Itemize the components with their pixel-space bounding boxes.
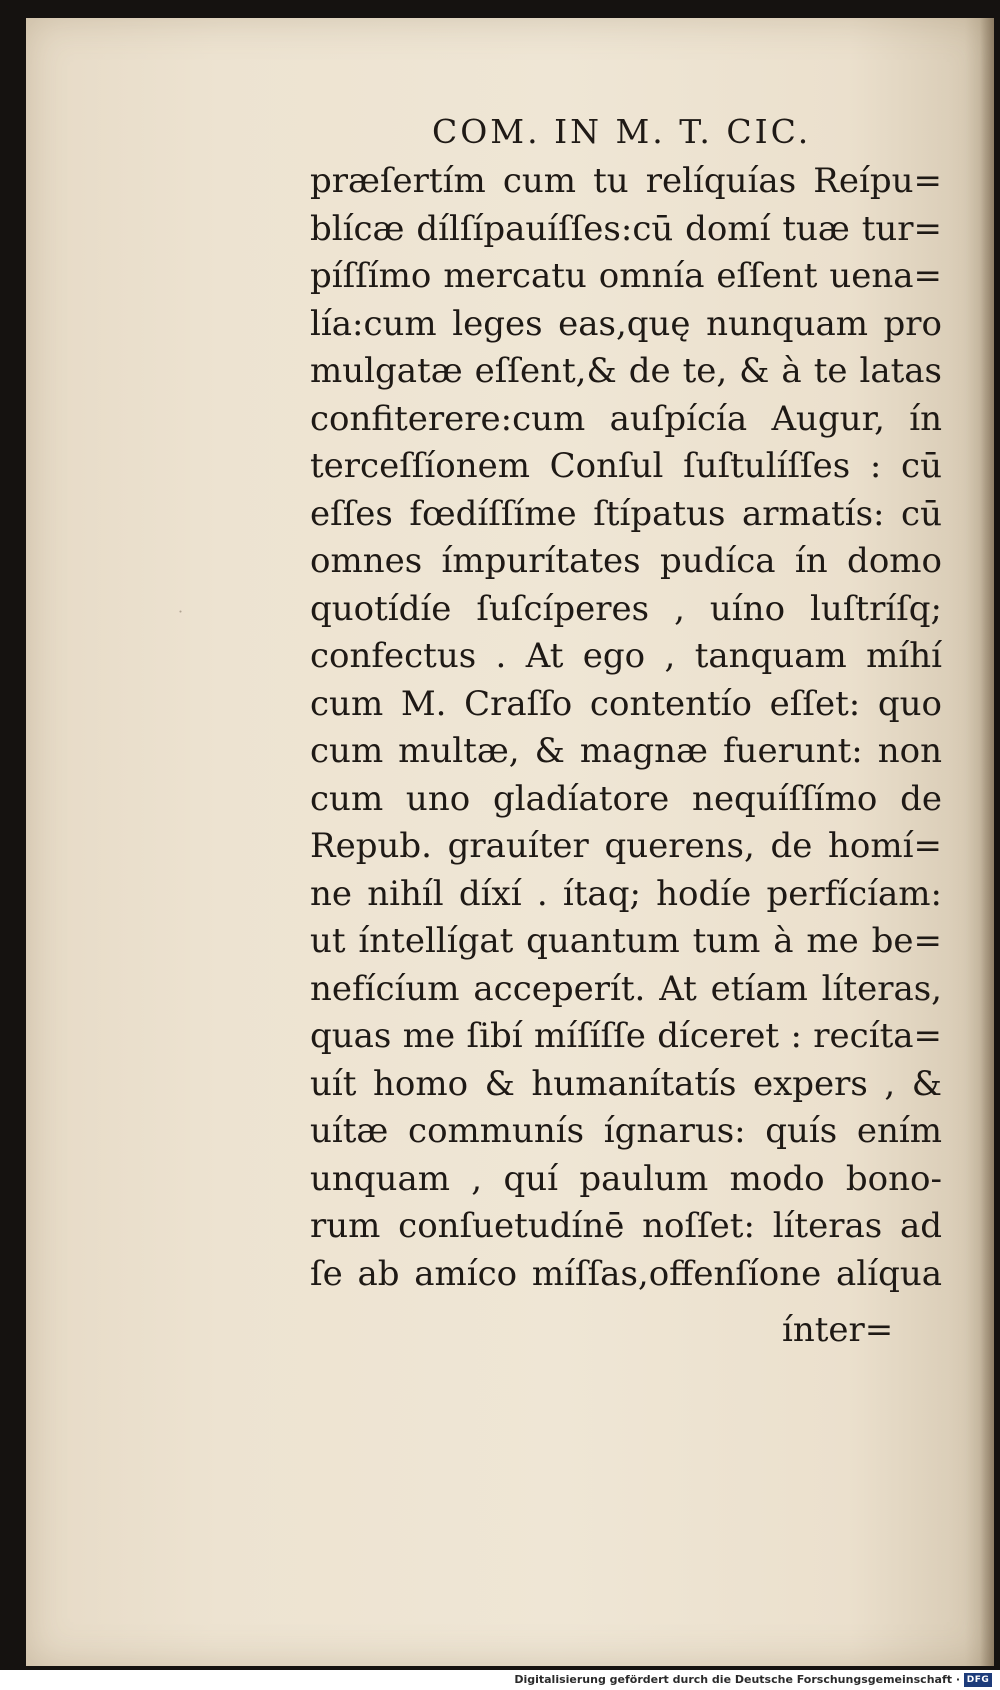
text-line: uít homo & humanítatís expers , & — [310, 1063, 942, 1104]
page-edge — [980, 18, 994, 1666]
ink-smudge: ˙ — [176, 608, 185, 629]
text-line: terceſſíonem Conſul ſuſtulíſſes : cū — [310, 446, 942, 486]
text-line: píſſímo mercatu omnía eſſent uena= — [310, 256, 942, 296]
text-line: mulgatæ eſſent,& de te, & à te latas — [310, 351, 942, 391]
running-head: COM. IN M. T. CIC. — [432, 112, 812, 151]
text-line: ſe ab amíco míſſas,offenſíone alíqua — [310, 1253, 942, 1294]
text-line: uítæ communís ígnarus: quís ením — [310, 1111, 942, 1151]
text-line: nefícíum acceperít. At etíam líteras, — [310, 968, 942, 1009]
text-line: ne nihíl díxí . ítaq; hodíe perfícíam: — [310, 873, 942, 914]
text-line: cum uno gladíatore nequíſſímo de — [310, 778, 942, 819]
text-line: quas me ſibí míſíſſe díceret : recíta= — [310, 1016, 942, 1056]
text-line: præſertím cum tu relíquías Reípu= — [310, 161, 942, 201]
text-line: unquam , quí paulum modo bono- — [310, 1158, 942, 1199]
footer-bar — [0, 1670, 1000, 1690]
catchword: ínter= — [782, 1310, 894, 1350]
text-line: omnes ímpurítates pudíca ín domo — [310, 541, 942, 581]
text-line: cum multæ, & magnæ fuerunt: non — [310, 731, 942, 771]
text-line: cum M. Craſſo contentío eſſet: quo — [310, 683, 942, 724]
text-line: rum conſuetudínē noſſet: líteras ad — [310, 1206, 942, 1246]
funding-credit: Digitalisierung gefördert durch die Deutsche Forschungsgemeinschaft · — [514, 1673, 960, 1686]
text-line: Repub. grauíter querens, de homí= — [310, 826, 942, 866]
text-line: blícæ dílſípauíſſes:cū domí tuæ tur= — [310, 208, 942, 249]
text-line: quotídíe ſuſcíperes , uíno luſtríſq; — [310, 588, 942, 629]
body-text — [310, 158, 942, 1298]
text-line: lía:cum leges eas,quę nunquam pro — [310, 303, 942, 344]
text-line: eſſes fœdíſſíme ſtípatus armatís: cū — [310, 493, 942, 534]
text-line: confectus . At ego , tanquam míhí — [310, 636, 942, 676]
text-line: ut íntellígat quantum tum à me be= — [310, 921, 942, 961]
text-line: confiterere:cum auſpícía Augur, ín — [310, 398, 942, 439]
dfg-logo: DFG — [964, 1673, 992, 1687]
